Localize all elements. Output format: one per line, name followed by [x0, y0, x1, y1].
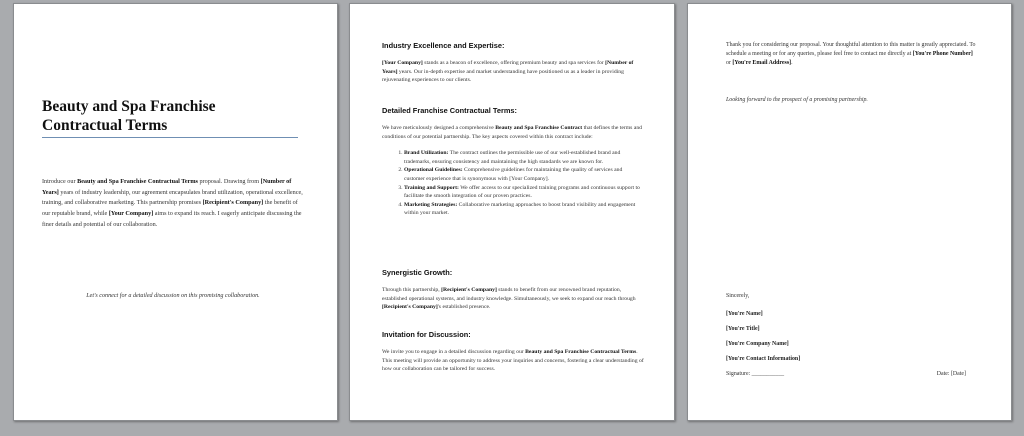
- text-run: aims to expand its reach. I eagerly anticipate discussing the finer details and potential of our collaboration.: [42, 209, 302, 228]
- bold-text-run: [You're Email Address]: [732, 59, 792, 66]
- closing-line: Let's connect for a detailed discussion on this promising collaboration.: [86, 293, 260, 299]
- bold-text-run: [Your Company]: [382, 60, 423, 66]
- sender-company: [You're Company Name]: [726, 341, 789, 347]
- text-run: Through this partnership,: [382, 287, 442, 293]
- section-industry-excellence: [382, 41, 644, 85]
- title-line-1: Beauty and Spa Franchise: [42, 98, 216, 115]
- section-paragraph: [382, 286, 644, 312]
- section-heading: Synergistic Growth:: [382, 268, 453, 277]
- list-item-text: Comprehensive guidelines for maintaining the quality of services and customer experience that is synonymous with [Your Company].: [404, 167, 623, 182]
- bold-text-run: Beauty and Spa Franchise Contractual Terms: [77, 178, 198, 186]
- text-run: We invite you to engage in a detailed discussion regarding our: [382, 349, 526, 355]
- list-item-label: Training and Support:: [404, 184, 459, 191]
- section-heading: Industry Excellence and Expertise:: [382, 41, 505, 50]
- text-run: We have meticulously designed a comprehensive: [382, 125, 496, 131]
- text-run: . This meeting will provide an opportunity to address your inquiries and concerns, fostering a clear understanding of how our collaboration can be tailored for success.: [382, 349, 644, 373]
- list-item-label: Marketing Strategies:: [404, 201, 458, 208]
- signature-line: Signature: ___________: [726, 371, 785, 377]
- section-paragraph: [382, 59, 644, 85]
- section-invitation: [382, 330, 644, 374]
- section-heading: Detailed Franchise Contractual Terms:: [382, 106, 517, 115]
- bold-text-run: [Recipient's Company]: [202, 199, 264, 207]
- looking-forward-line: Looking forward to the prospect of a promising partnership.: [726, 97, 868, 103]
- bold-text-run: Beauty and Spa Franchise Contractual Terms: [525, 349, 637, 355]
- text-run: .: [791, 59, 793, 66]
- text-run: the benefit of our reputable brand, while: [42, 199, 298, 217]
- list-item-text: The contract outlines the permissible use of our well-established brand and trademarks, ensuring consistency and maintaining the high standards we are known for.: [404, 150, 621, 165]
- text-run: years. Our in-depth expertise and market understanding have positioned us as a leader in providing rejuvenating experiences to our clients.: [382, 68, 624, 84]
- section-paragraph: [382, 124, 644, 141]
- document-page-1: [13, 3, 338, 421]
- text-run: stands to benefit from our renowned brand reputation, established operational systems, and industry knowledge. Simultaneously, we seek to expand our reach through: [382, 287, 636, 302]
- text-run: years of industry leadership, our agreement encapsulates brand utilization, operational excellence, training, and collaborative marketing. This partnership promises: [42, 188, 303, 207]
- section-paragraph: [382, 348, 644, 374]
- text-run: stands as a beacon of excellence, offering premium beauty and spa services for: [422, 60, 606, 66]
- sincerely-line: Sincerely,: [726, 293, 750, 299]
- document-page-3: [687, 3, 1012, 421]
- list-item-label: Operational Guidelines:: [404, 167, 463, 174]
- list-item: [404, 201, 644, 218]
- text-run: Introduce our: [42, 178, 78, 186]
- text-run: or: [726, 59, 733, 66]
- bold-text-run: [Your Company]: [108, 209, 154, 217]
- text-run: proposal. Drawing from: [197, 178, 261, 186]
- bold-text-run: [Number of Years]: [382, 60, 634, 75]
- section-heading: Invitation for Discussion:: [382, 330, 471, 339]
- intro-paragraph: [42, 177, 304, 230]
- list-item-text: Collaborative marketing approaches to boost brand visibility and engagement within your market.: [404, 201, 636, 217]
- list-item: [404, 166, 644, 183]
- list-item: [404, 184, 644, 201]
- text-run: that defines the terms and conditions of our potential partnership. The key aspects covered within this contract include:: [382, 125, 643, 140]
- sender-title: [You're Title]: [726, 326, 760, 332]
- list-item-text: We offer access to our specialized training programs and continuous support to facilitate the smooth integration of our proven practices.: [404, 184, 640, 200]
- date-field: Date: [Date]: [936, 371, 966, 377]
- list-item: [404, 149, 644, 166]
- document-page-2: [349, 3, 675, 421]
- section-synergistic-growth: [382, 268, 644, 312]
- sender-contact: [You're Contact Information]: [726, 356, 801, 362]
- text-run: 's established presence.: [437, 304, 491, 311]
- bold-text-run: [You're Phone Number]: [912, 50, 973, 57]
- thank-you-paragraph: [726, 41, 978, 68]
- bold-text-run: [Recipient's Company]: [382, 304, 438, 311]
- document-title: [42, 97, 312, 135]
- sender-name: [You're Name]: [726, 311, 763, 317]
- signature-row: [726, 371, 966, 377]
- bold-text-run: [Number of Years]: [42, 178, 292, 196]
- text-run: Thank you for considering our proposal. Your thoughtful attention to this matter is greatly appreciated. To schedule a meeting or for any queries, please feel free to contact me directly at: [726, 42, 976, 57]
- contract-aspects-list: [382, 149, 644, 218]
- bold-text-run: [Recipient's Company]: [441, 287, 497, 293]
- title-divider: [42, 137, 298, 138]
- section-contract-terms: [382, 106, 644, 218]
- bold-text-run: Beauty and Spa Franchise Contract: [495, 125, 583, 131]
- title-line-2: Contractual Terms: [42, 117, 168, 134]
- list-item-label: Brand Utilization:: [404, 150, 449, 157]
